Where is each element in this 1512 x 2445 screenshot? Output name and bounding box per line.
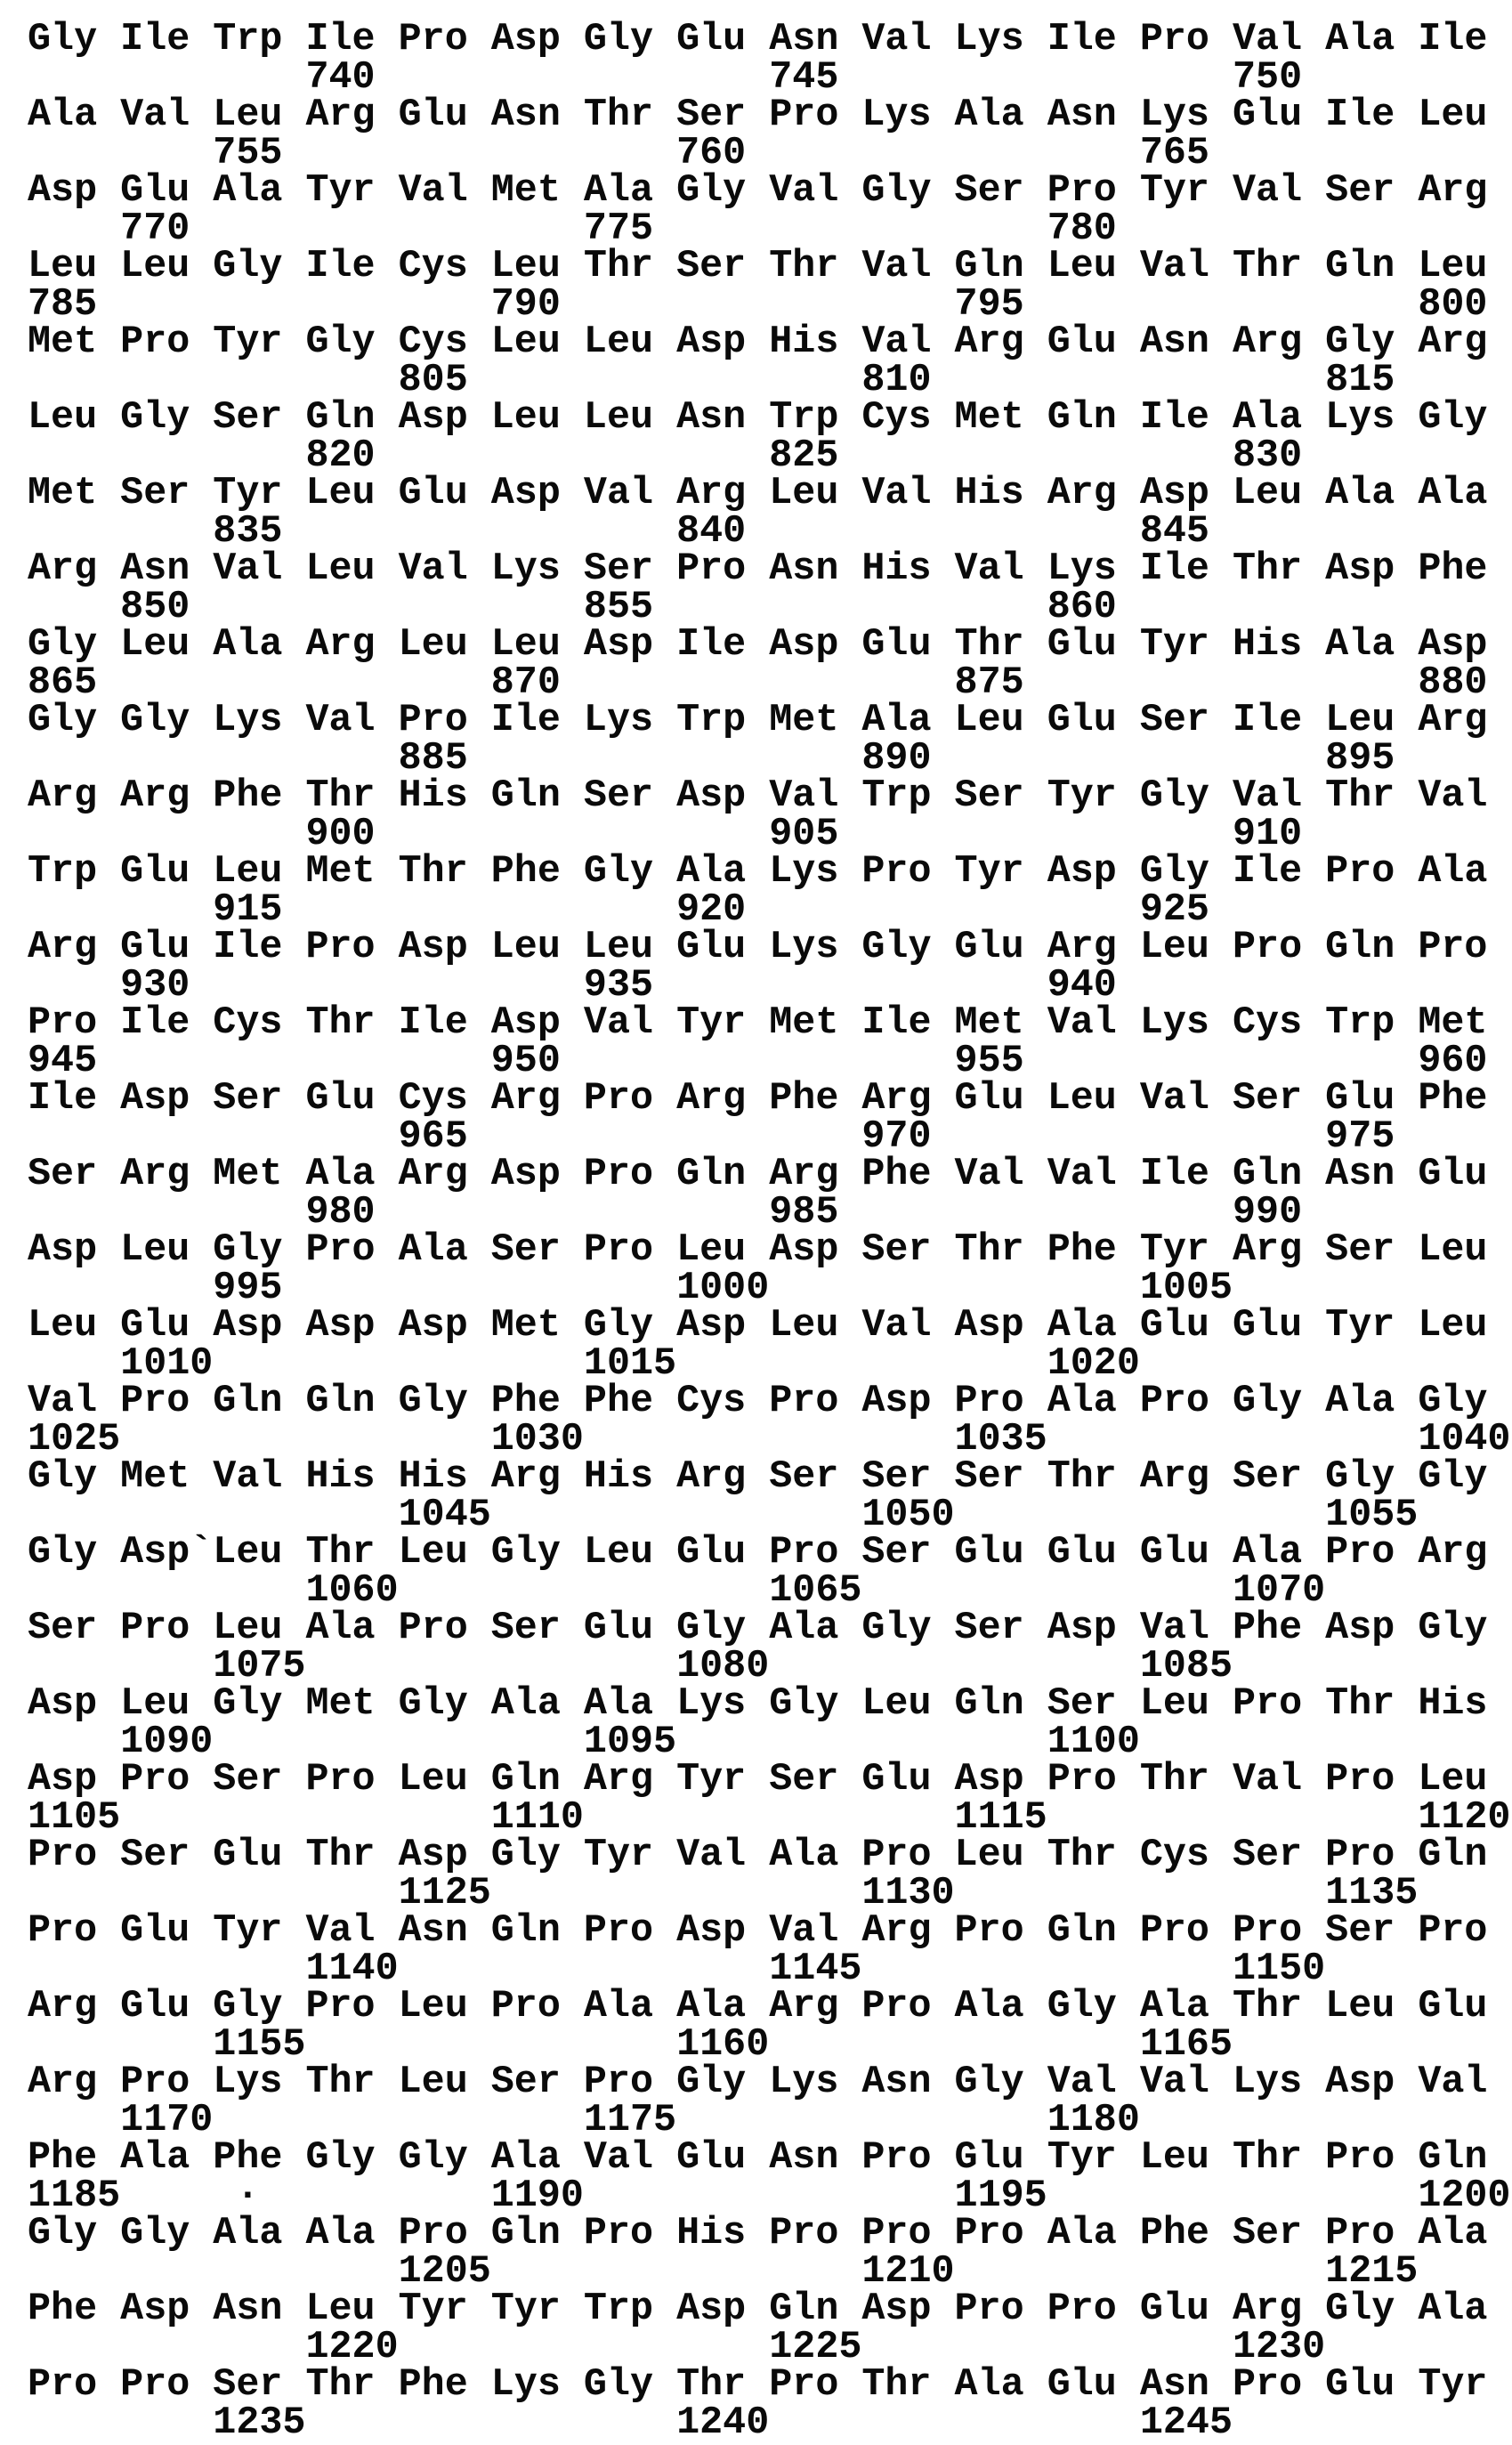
residue-line: Pro Glu Tyr Val Asn Gln Pro Asp Val Arg Pro Gln Pro Pro Ser Pro bbox=[28, 1909, 1488, 1953]
residue-number-line: 1235 1240 1245 bbox=[28, 2400, 1233, 2445]
sequence-row bbox=[28, 18, 1512, 100]
residue-line: Asp Glu Ala Tyr Val Met Ala Gly Val Gly Ser Pro Tyr Val Ser Arg bbox=[28, 169, 1488, 213]
residue-number-line: 1185 · 1190 1195 1200 bbox=[28, 2174, 1511, 2218]
sequence-row bbox=[28, 1682, 1512, 1764]
residue-number-line: 1125 1130 1135 bbox=[28, 1871, 1419, 1915]
residue-number-line: 1155 1160 1165 bbox=[28, 2022, 1233, 2067]
residue-number-line: 995 1000 1005 bbox=[28, 1266, 1233, 1310]
residue-number-line: 1075 1080 1085 bbox=[28, 1644, 1233, 1688]
residue-line: Pro Ser Glu Thr Asp Gly Tyr Val Ala Pro Leu Thr Cys Ser Pro Gln bbox=[28, 1834, 1488, 1877]
residue-line: Phe Asp Asn Leu Tyr Tyr Trp Asp Gln Asp Pro Pro Glu Arg Gly Ala bbox=[28, 2287, 1488, 2331]
residue-number-line: 915 920 925 bbox=[28, 887, 1209, 932]
sequence-row bbox=[28, 2060, 1512, 2142]
residue-line: Ser Arg Met Ala Arg Asp Pro Gln Arg Phe Val Val Ile Gln Asn Glu bbox=[28, 1153, 1488, 1196]
residue-number-line: 835 840 845 bbox=[28, 509, 1209, 554]
sequence-row bbox=[28, 850, 1512, 932]
residue-number-line: 805 810 815 bbox=[28, 358, 1395, 402]
residue-line: Arg Glu Ile Pro Asp Leu Leu Glu Lys Gly Glu Arg Leu Pro Gln Pro bbox=[28, 926, 1488, 969]
residue-line: Phe Ala Phe Gly Gly Ala Val Glu Asn Pro Glu Tyr Leu Thr Pro Gln bbox=[28, 2136, 1488, 2180]
residue-number-line: 965 970 975 bbox=[28, 1114, 1395, 1159]
residue-line: Ala Val Leu Arg Glu Asn Thr Ser Pro Lys Ala Asn Lys Glu Ile Leu bbox=[28, 93, 1488, 137]
sequence-row bbox=[28, 547, 1512, 629]
residue-number-line: 1090 1095 1100 bbox=[28, 1720, 1140, 1764]
sequence-row bbox=[28, 1607, 1512, 1688]
residue-number-line: 755 760 765 bbox=[28, 131, 1209, 175]
residue-line: Asp Pro Ser Pro Leu Gln Arg Tyr Ser Glu Asp Pro Thr Val Pro Leu bbox=[28, 1758, 1488, 1801]
sequence-row bbox=[28, 1077, 1512, 1159]
sequence-row bbox=[28, 1985, 1512, 2067]
residue-number-line: 930 935 940 bbox=[28, 963, 1117, 1008]
residue-line: Arg Glu Gly Pro Leu Pro Ala Ala Arg Pro Ala Gly Ala Thr Leu Glu bbox=[28, 1985, 1488, 2028]
sequence-row bbox=[28, 1909, 1512, 1991]
sequence-row bbox=[28, 2212, 1512, 2294]
sequence-row bbox=[28, 472, 1512, 554]
sequence-row bbox=[28, 1001, 1512, 1083]
residue-line: Gly Gly Ala Ala Pro Gln Pro His Pro Pro Pro Ala Phe Ser Pro Ala bbox=[28, 2212, 1488, 2255]
residue-number-line: 885 890 895 bbox=[28, 736, 1395, 781]
residue-number-line: 1220 1225 1230 bbox=[28, 2325, 1326, 2369]
sequence-row bbox=[28, 2363, 1512, 2445]
residue-number-line: 770 775 780 bbox=[28, 206, 1117, 251]
residue-line: Ser Pro Leu Ala Pro Ser Glu Gly Ala Gly Ser Asp Val Phe Asp Gly bbox=[28, 1607, 1488, 1650]
residue-number-line: 850 855 860 bbox=[28, 585, 1117, 629]
residue-line: Met Ser Tyr Leu Glu Asp Val Arg Leu Val His Arg Asp Leu Ala Ala bbox=[28, 472, 1488, 515]
residue-number-line: 1010 1015 1020 bbox=[28, 1341, 1140, 1386]
residue-number-line: 945 950 955 960 bbox=[28, 1039, 1488, 1083]
sequence-row bbox=[28, 2287, 1512, 2369]
residue-line: Pro Pro Ser Thr Phe Lys Gly Thr Pro Thr Ala Glu Asn Pro Glu Tyr bbox=[28, 2363, 1488, 2407]
sequence-row bbox=[28, 169, 1512, 251]
sequence-row bbox=[28, 1380, 1512, 1461]
sequence-row bbox=[28, 926, 1512, 1008]
sequence-row bbox=[28, 1304, 1512, 1386]
sequence-row bbox=[28, 1758, 1512, 1840]
residue-number-line: 785 790 795 800 bbox=[28, 282, 1488, 327]
sequence-row bbox=[28, 93, 1512, 175]
residue-number-line: 1140 1145 1150 bbox=[28, 1947, 1326, 1991]
sequence-row bbox=[28, 623, 1512, 705]
residue-number-line: 1060 1065 1070 bbox=[28, 1568, 1326, 1613]
sequence-row bbox=[28, 1228, 1512, 1310]
sequence-row bbox=[28, 1531, 1512, 1613]
residue-line: Leu Leu Gly Ile Cys Leu Thr Ser Thr Val Gln Leu Val Thr Gln Leu bbox=[28, 245, 1488, 288]
residue-line: Met Pro Tyr Gly Cys Leu Leu Asp His Val Arg Glu Asn Arg Gly Arg bbox=[28, 320, 1488, 364]
sequence-listing bbox=[28, 18, 1512, 2445]
residue-line: Gly Met Val His His Arg His Arg Ser Ser Ser Thr Arg Ser Gly Gly bbox=[28, 1455, 1488, 1499]
residue-number-line: 900 905 910 bbox=[28, 812, 1303, 856]
sequence-row bbox=[28, 320, 1512, 402]
residue-number-line: 820 825 830 bbox=[28, 433, 1303, 478]
sequence-row bbox=[28, 774, 1512, 856]
residue-line: Val Pro Gln Gln Gly Phe Phe Cys Pro Asp Pro Ala Pro Gly Ala Gly bbox=[28, 1380, 1488, 1423]
sequence-row bbox=[28, 1834, 1512, 1915]
residue-line: Asp Leu Gly Pro Ala Ser Pro Leu Asp Ser Thr Phe Tyr Arg Ser Leu bbox=[28, 1228, 1488, 1272]
sequence-row bbox=[28, 1455, 1512, 1537]
residue-number-line: 1205 1210 1215 bbox=[28, 2249, 1419, 2294]
residue-line: Arg Pro Lys Thr Leu Ser Pro Gly Lys Asn Gly Val Val Lys Asp Val bbox=[28, 2060, 1488, 2104]
residue-line: Gly Leu Ala Arg Leu Leu Asp Ile Asp Glu Thr Glu Tyr His Ala Asp bbox=[28, 623, 1488, 667]
residue-line: Arg Asn Val Leu Val Lys Ser Pro Asn His Val Lys Ile Thr Asp Phe bbox=[28, 547, 1488, 591]
residue-line: Gly Asp`Leu Thr Leu Gly Leu Glu Pro Ser Glu Glu Glu Ala Pro Arg bbox=[28, 1531, 1488, 1575]
residue-number-line: 1105 1110 1115 1120 bbox=[28, 1795, 1511, 1840]
residue-line: Leu Gly Ser Gln Asp Leu Leu Asn Trp Cys Met Gln Ile Ala Lys Gly bbox=[28, 396, 1488, 440]
residue-line: Trp Glu Leu Met Thr Phe Gly Ala Lys Pro Tyr Asp Gly Ile Pro Ala bbox=[28, 850, 1488, 894]
residue-line: Leu Glu Asp Asp Asp Met Gly Asp Leu Val Asp Ala Glu Glu Tyr Leu bbox=[28, 1304, 1488, 1348]
sequence-row bbox=[28, 2136, 1512, 2218]
residue-line: Arg Arg Phe Thr His Gln Ser Asp Val Trp Ser Tyr Gly Val Thr Val bbox=[28, 774, 1488, 818]
residue-line: Asp Leu Gly Met Gly Ala Ala Lys Gly Leu Gln Ser Leu Pro Thr His bbox=[28, 1682, 1488, 1726]
residue-line: Gly Ile Trp Ile Pro Asp Gly Glu Asn Val Lys Ile Pro Val Ala Ile bbox=[28, 18, 1488, 61]
residue-line: Ile Asp Ser Glu Cys Arg Pro Arg Phe Arg Glu Leu Val Ser Glu Phe bbox=[28, 1077, 1488, 1121]
residue-line: Gly Gly Lys Val Pro Ile Lys Trp Met Ala Leu Glu Ser Ile Leu Arg bbox=[28, 699, 1488, 742]
residue-number-line: 980 985 990 bbox=[28, 1190, 1303, 1235]
residue-number-line: 740 745 750 bbox=[28, 55, 1303, 100]
residue-number-line: 1025 1030 1035 1040 bbox=[28, 1417, 1511, 1461]
residue-number-line: 1170 1175 1180 bbox=[28, 2098, 1140, 2142]
residue-number-line: 865 870 875 880 bbox=[28, 660, 1488, 705]
sequence-row bbox=[28, 699, 1512, 781]
sequence-row bbox=[28, 396, 1512, 478]
residue-line: Pro Ile Cys Thr Ile Asp Val Tyr Met Ile Met Val Lys Cys Trp Met bbox=[28, 1001, 1488, 1045]
residue-number-line: 1045 1050 1055 bbox=[28, 1493, 1419, 1537]
sequence-row bbox=[28, 1153, 1512, 1235]
sequence-row bbox=[28, 245, 1512, 327]
